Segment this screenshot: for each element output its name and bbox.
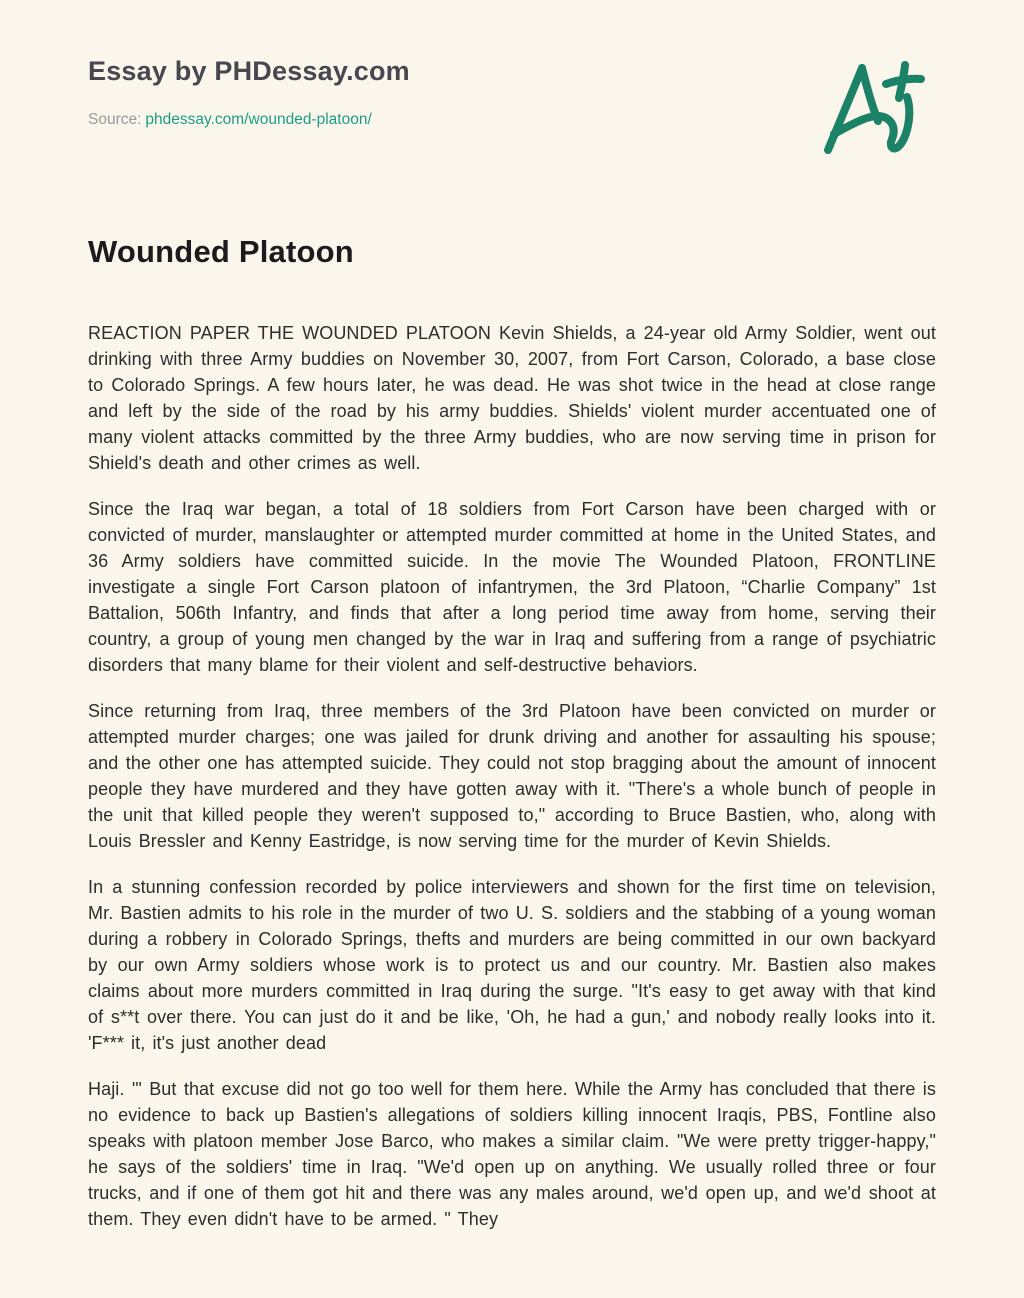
essay-paragraph: REACTION PAPER THE WOUNDED PLATOON Kevin Shields, a 24-year old Army Soldier, went out drinking with three Army buddies on November 30, 2007, from Fort Carson, Colorado, a base close to Colorado Springs. A few hours later, he was dead. He was shot twice in the head at close range and left by the side of the road by his army buddies. Shields' violent murder accentuated one of many violent attacks committed by the three Army buddies, who are now serving time in prison for Shield's death and other crimes as well.	[88, 323, 936, 473]
essay-title: Wounded Platoon	[88, 234, 354, 269]
phdessay-logo	[820, 52, 930, 158]
source-label: Source:	[88, 111, 142, 128]
brand-title: Essay by PHDessay.com	[88, 56, 410, 86]
essay-paragraph: Since returning from Iraq, three members of the 3rd Platoon have been convicted on murder or attempted murder charges; one was jailed for drunk driving and another for assaulting his spouse; and the other one has attempted suicide. They could not stop bragging about the amount of innocent people they have murdered and they have gotten away with it. "There's a whole bunch of people in the unit that killed people they weren't supposed to," according to Bruce Bastien, who, along with Louis Bressler and Kenny Eastridge, is now serving time for the murder of Kevin Shields.	[88, 701, 936, 851]
source-line	[88, 111, 410, 129]
essay-paragraph: Since the Iraq war began, a total of 18 soldiers from Fort Carson have been charged with or convicted of murder, manslaughter or attempted murder committed at home in the United States, and 36 Army soldiers have committed suicide. In the movie The Wounded Platoon, FRONTLINE investigate a single Fort Carson platoon of infantrymen, the 3rd Platoon, “Charlie Company” 1st Battalion, 506th Infantry, and finds that after a long period time away from home, serving their country, a group of young men changed by the war in Iraq and suffering from a range of psychiatric disorders that many blame for their violent and self-destructive behaviors.	[88, 499, 936, 675]
page-header	[88, 52, 936, 158]
source-link[interactable]: phdessay.com/wounded-platoon/	[145, 111, 372, 128]
essay-paragraph: Haji. '" But that excuse did not go too well for them here. While the Army has concluded that there is no evidence to back up Bastien's allegations of soldiers killing innocent Iraqis, PBS, Fontline also speaks with platoon member Jose Barco, who makes a similar claim. "We were pretty trigger-happy," he says of the soldiers' time in Iraq. "We'd open up on anything. We usually rolled three or four trucks, and if one of them got hit and there was any males around, we'd open up, and we'd shoot at them. They even didn't have to be armed. " They	[88, 1079, 936, 1229]
essay-body	[88, 320, 936, 1252]
essay-paragraph: In a stunning confession recorded by police interviewers and shown for the first time on television, Mr. Bastien admits to his role in the murder of two U. S. soldiers and the stabbing of a young woman during a robbery in Colorado Springs, thefts and murders are being committed in our own backyard by our own Army soldiers whose work is to protect us and our country. Mr. Bastien also makes claims about more murders committed in Iraq during the surge. "It's easy to get away with that kind of s**t over there. You can just do it and be like, 'Oh, he had a gun,' and nobody really looks into it. 'F*** it, it's just another dead	[88, 877, 936, 1053]
a-plus-logo-icon	[820, 52, 930, 158]
header-text-block	[88, 52, 410, 129]
